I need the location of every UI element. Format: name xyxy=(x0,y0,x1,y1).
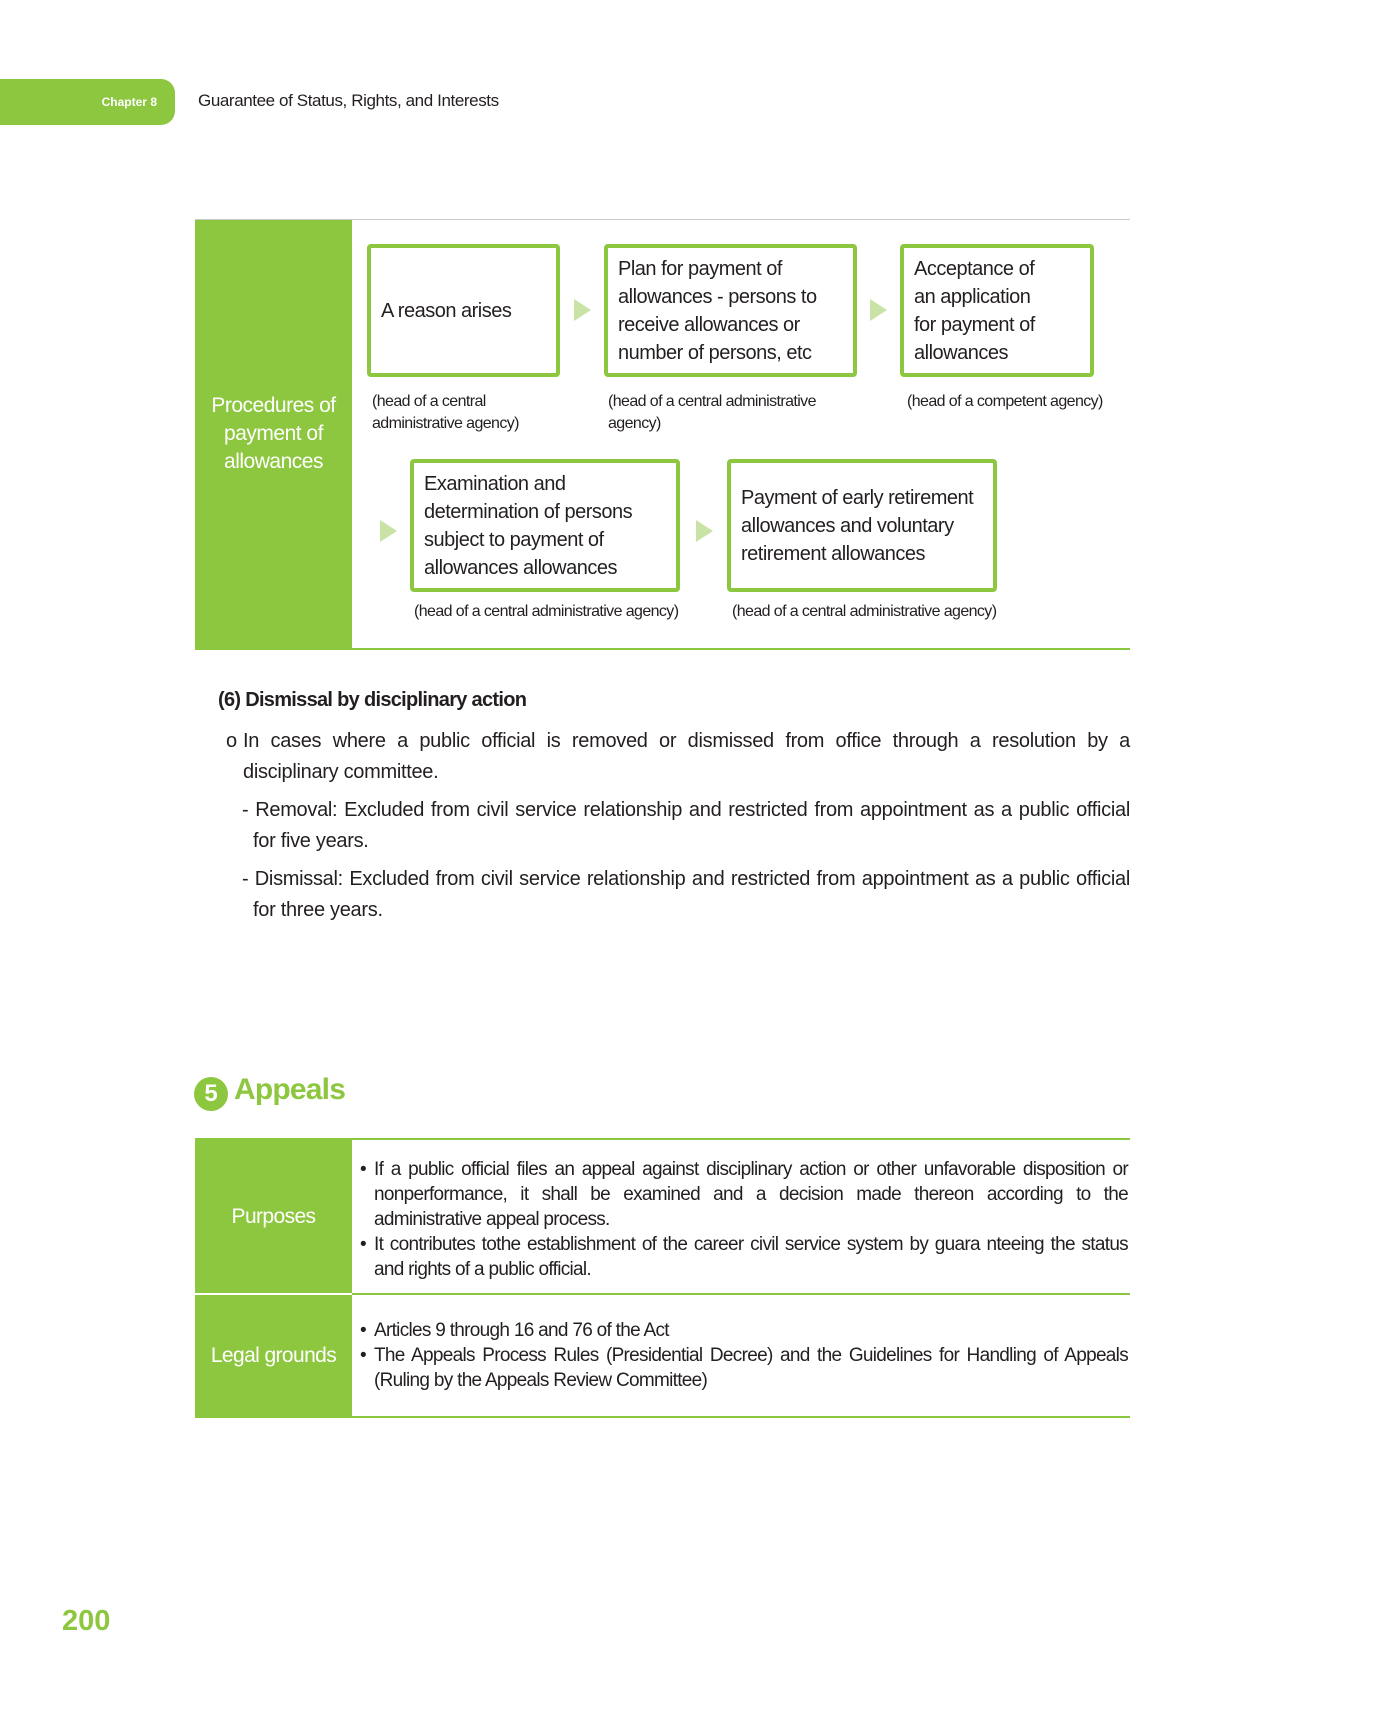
list-item xyxy=(360,1318,1128,1343)
flow-step-note: (head of a central administrative agency) xyxy=(414,603,679,620)
flow-step-note: (head of a central administrative agency) xyxy=(732,603,997,620)
flow-step-acceptance xyxy=(900,244,1094,377)
chapter-label: Chapter 8 xyxy=(101,95,157,109)
chapter-tab xyxy=(0,79,175,125)
flow-arrow-icon xyxy=(696,520,713,542)
section-number-badge: 5 xyxy=(194,1077,228,1111)
legal-grounds-content xyxy=(360,1318,1128,1393)
bullet-dot-icon: • xyxy=(360,1345,366,1366)
flow-arrow-icon xyxy=(380,520,397,542)
bullet-dot-icon: • xyxy=(360,1234,366,1255)
flow-arrow-icon xyxy=(870,299,887,321)
purposes-content xyxy=(360,1157,1128,1282)
procedures-heading: Procedures of payment of allowances xyxy=(195,220,352,648)
dismissal-item: - Dismissal: Excluded from civil service relationship and restricted from appointment as a public official for three years. xyxy=(242,868,1130,921)
list-item xyxy=(360,1232,1128,1282)
flow-step-reason xyxy=(367,244,560,377)
section-heading: (6) Dismissal by disciplinary action xyxy=(218,689,527,711)
flow-step-label: Acceptance of an application for payment of allowances xyxy=(914,257,1035,364)
bullet-dot-icon: • xyxy=(360,1320,366,1341)
bullet-text: If a public official files an appeal against disciplinary action or other unfavorable disposition or nonperformance, it shall be examined and a decision made thereon according to the administrative appeal process. xyxy=(374,1159,1128,1230)
flow-step-note: (head of a central administrative agency) xyxy=(372,393,519,432)
flow-step-payment xyxy=(727,459,997,592)
flow-step-note: (head of a central administrative agency) xyxy=(608,393,816,432)
flow-step-label: Examination and determination of persons subject to payment of allowances allowances xyxy=(424,472,633,579)
chapter-title: Guarantee of Status, Rights, and Interests xyxy=(198,91,499,110)
legal-grounds-header xyxy=(195,1295,352,1416)
circle-bullet-icon: o xyxy=(226,730,238,752)
appeals-bottom-rule xyxy=(195,1416,1130,1418)
procedures-bottom-rule xyxy=(195,648,1130,650)
bullet-text: It contributes tothe establishment of the career civil service system by guara nteeing the status and rights of a public official. xyxy=(374,1234,1128,1280)
appeals-row-divider xyxy=(352,1293,1130,1295)
purposes-header xyxy=(195,1140,352,1293)
page-number: 200 xyxy=(62,1605,111,1637)
list-item xyxy=(360,1157,1128,1232)
removal-item: - Removal: Excluded from civil service relationship and restricted from appointment as a public official for five years. xyxy=(242,799,1130,852)
row-label: Purposes xyxy=(231,1204,316,1228)
flow-step-plan xyxy=(604,244,857,377)
list-item xyxy=(360,1343,1128,1393)
bullet-dot-icon: • xyxy=(360,1159,366,1180)
row-label: Legal grounds xyxy=(210,1343,337,1367)
bullet-text: Articles 9 through 16 and 76 of the Act xyxy=(374,1320,669,1341)
flow-arrow-icon xyxy=(574,299,591,321)
flow-step-label: A reason arises xyxy=(381,299,512,322)
flow-step-label: Plan for payment of allowances - persons to receive allowances or number of persons, etc xyxy=(618,257,817,364)
flow-step-examination xyxy=(410,459,680,592)
flow-step-label: Payment of early retirement allowances and voluntary retirement allowances xyxy=(741,486,974,565)
flow-step-note: (head of a competent agency) xyxy=(907,393,1103,410)
bullet-text: The Appeals Process Rules (Presidential Decree) and the Guidelines for Handling of Appeals (Ruling by the Appeals Review Committee) xyxy=(374,1345,1128,1391)
section-paragraph: In cases where a public official is removed or dismissed from office through a resolution by a disciplinary committee. xyxy=(243,730,1130,783)
section-title: Appeals xyxy=(234,1073,346,1106)
